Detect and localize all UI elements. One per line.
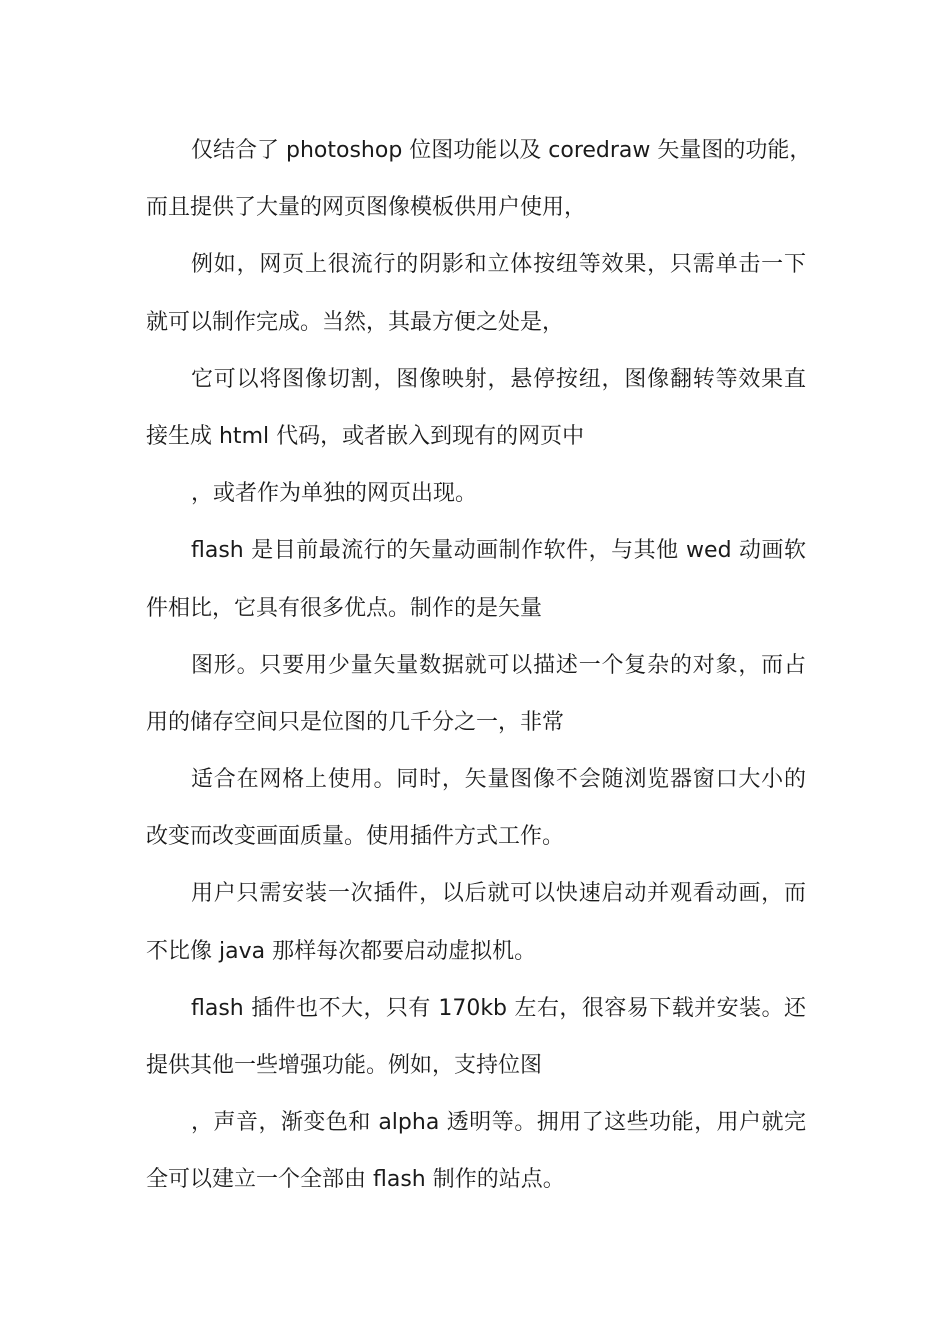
text-line: 就可以制作完成。当然，其最方便之处是，	[146, 309, 565, 335]
text-line: 而且提供了大量的网页图像模板供用户使用，	[146, 195, 587, 221]
text-line: 仅结合了 photoshop 位图功能以及 coredraw 矢量图的功能，	[191, 138, 812, 163]
text-line: 适合在网格上使用。同时，矢量图像不会随浏览器窗口大小的	[191, 767, 806, 793]
text-line: ，声音，渐变色和 alpha 透明等。拥用了这些功能，用户就完	[191, 1110, 806, 1136]
text-line: 件相比，它具有很多优点。制作的是矢量	[146, 595, 543, 621]
text-line: 提供其他一些增强功能。例如，支持位图	[146, 1053, 543, 1078]
text-line: 例如，网页上很流行的阴影和立体按纽等效果，只需单击一下	[191, 252, 806, 278]
document-page	[146, 122, 812, 1209]
text-line: 用的储存空间只是位图的几千分之一，非常	[146, 709, 565, 735]
text-line: 用户只需安装一次插件，以后就可以快速启动并观看动画，而	[191, 881, 806, 907]
text-line: flash 插件也不大，只有 170kb 左右，很容易下载并安装。还	[191, 995, 806, 1021]
text-line: 它可以将图像切割，图像映射，悬停按纽，图像翻转等效果直	[191, 366, 806, 392]
text-line: flash 是目前最流行的矢量动画制作软件，与其他 wed 动画软	[191, 538, 806, 564]
text-line: 图形。只要用少量矢量数据就可以描述一个复杂的对象，而占	[191, 652, 806, 678]
text-line: 改变而改变画面质量。使用插件方式工作。	[146, 824, 565, 850]
text-line: ，或者作为单独的网页出现。	[191, 481, 478, 507]
text-line: 接生成 html 代码，或者嵌入到现有的网页中	[146, 423, 585, 449]
text-line: 全可以建立一个全部由 flash 制作的站点。	[146, 1167, 565, 1193]
text-line: 不比像 java 那样每次都要启动虚拟机。	[146, 938, 537, 964]
